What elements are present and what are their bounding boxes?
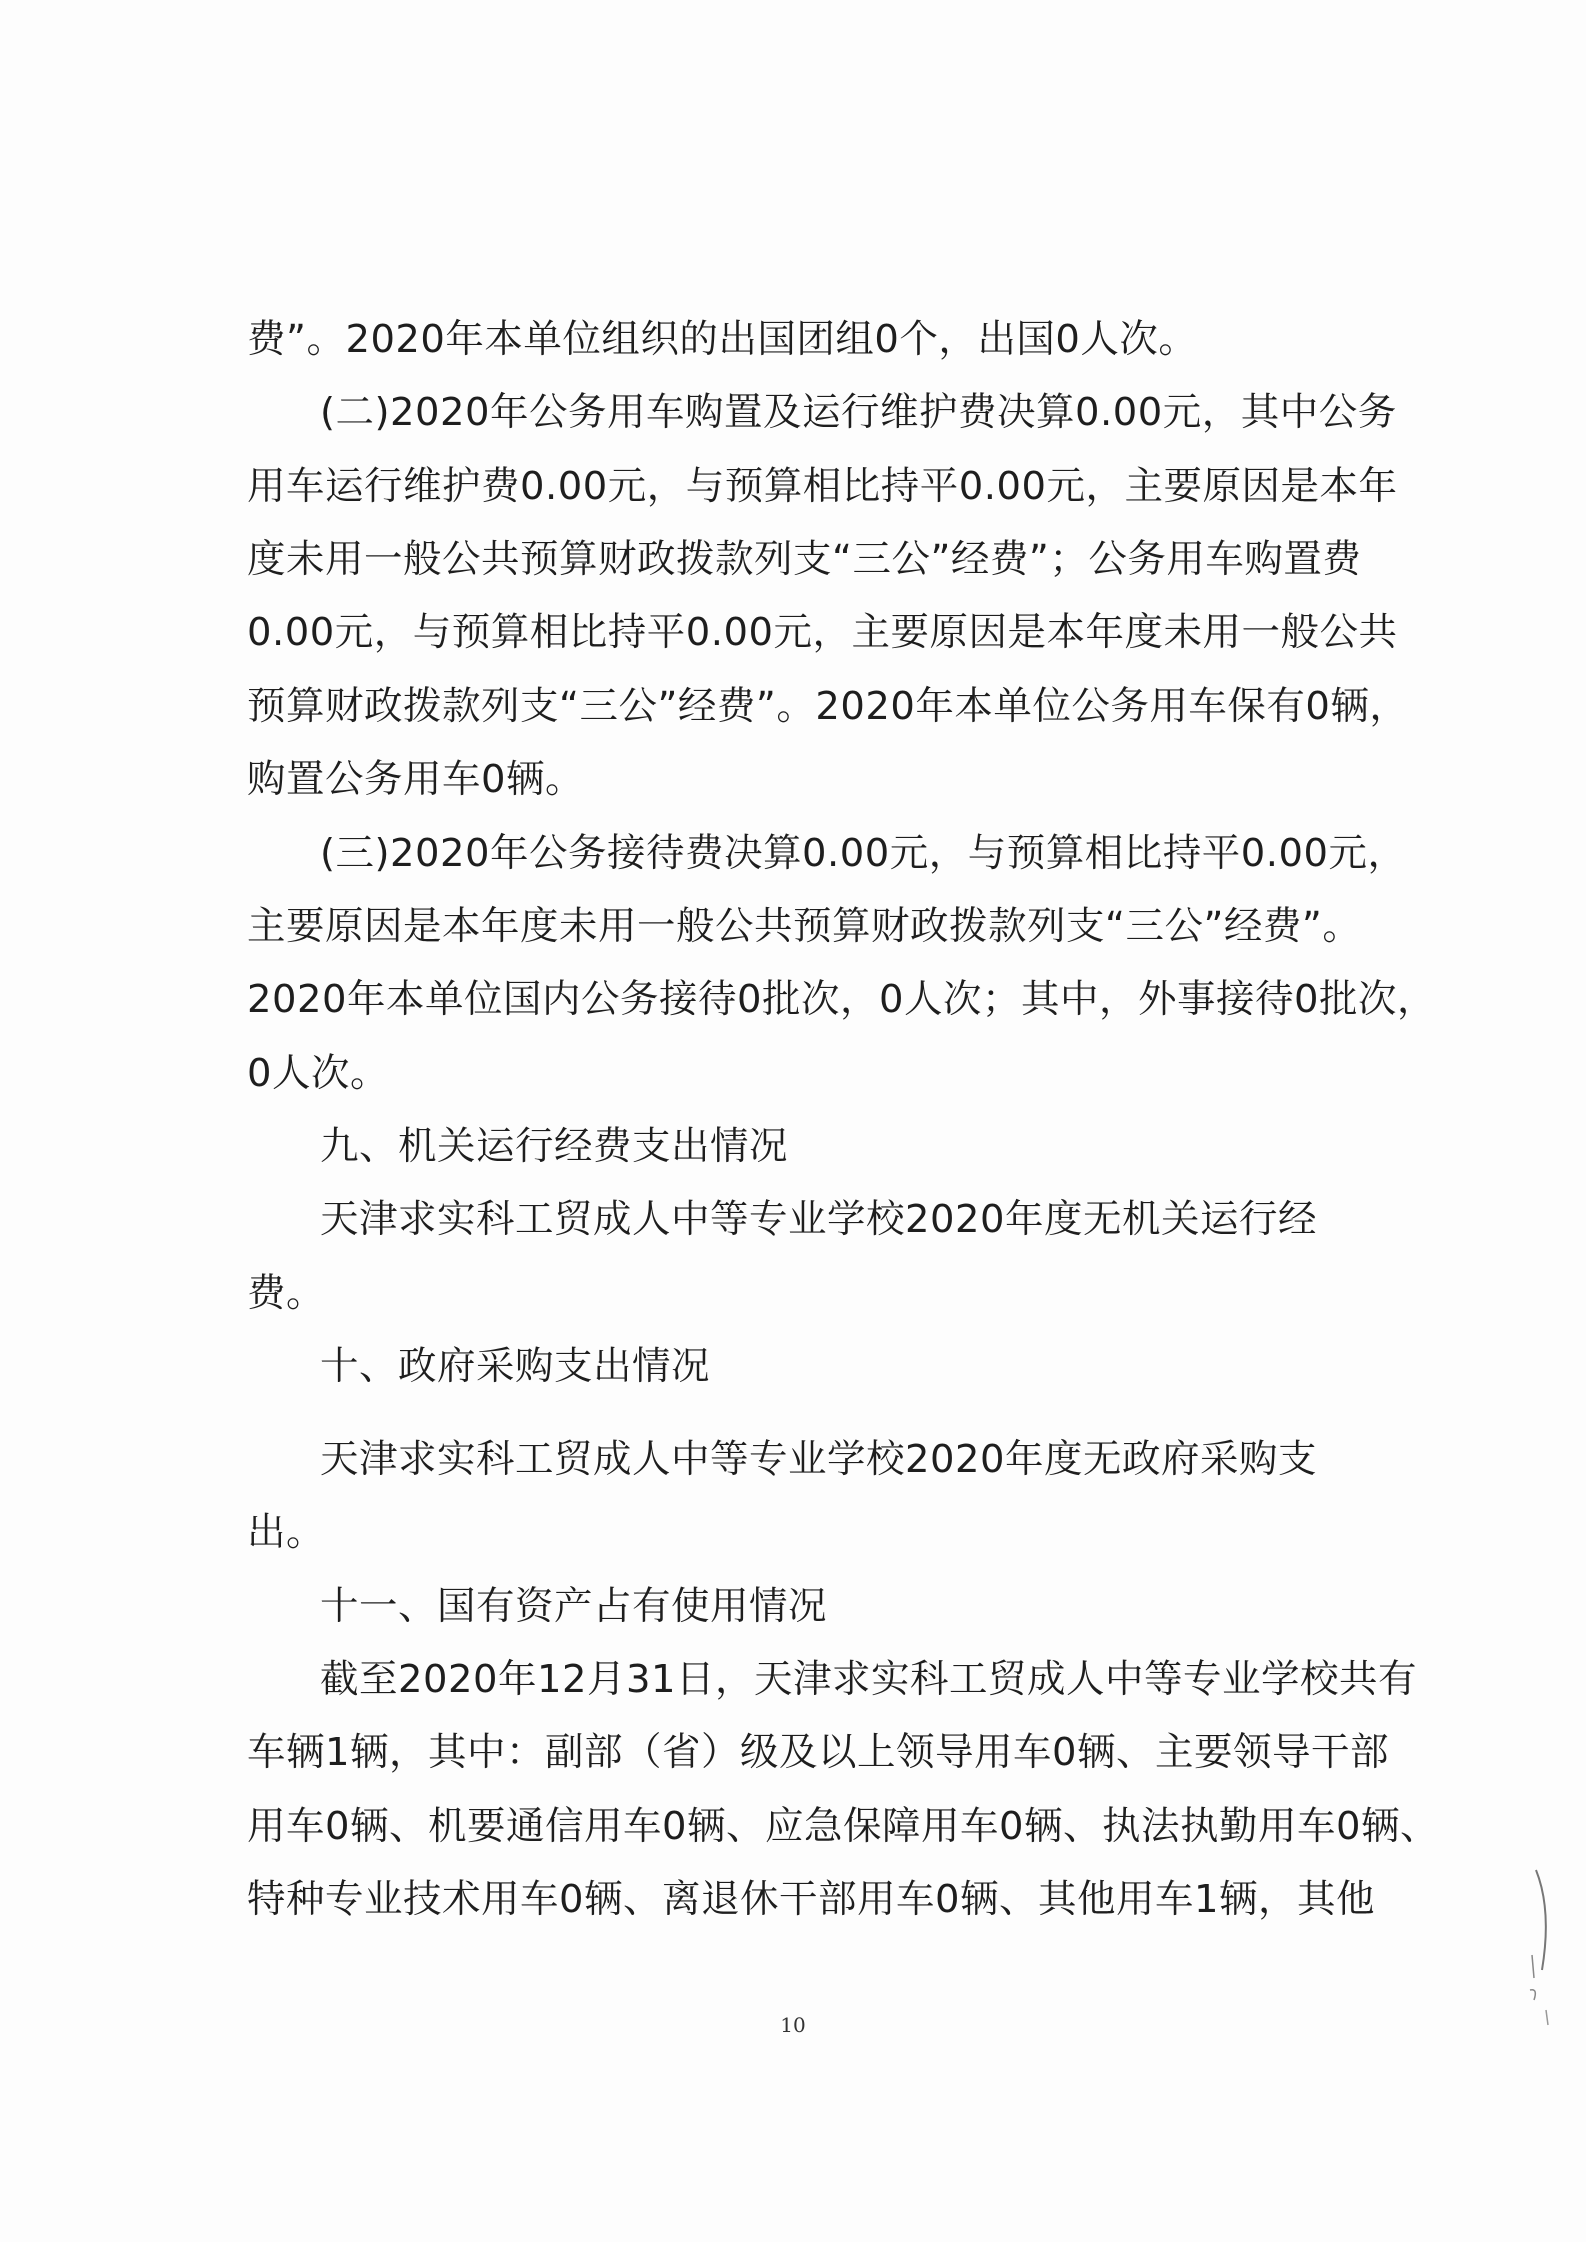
paragraph-line: (三)2020年公务接待费决算0.00元，与预算相比持平0.00元， — [320, 831, 1407, 876]
section-heading: 九、机关运行经费支出情况 — [320, 1124, 789, 1169]
paragraph-line: 2020年本单位国内公务接待0批次，0人次；其中，外事接待0批次， — [247, 977, 1436, 1022]
paragraph-line: 费”。2020年本单位组织的出国团组0个，出国0人次。 — [247, 317, 1198, 362]
paragraph-line: 主要原因是本年度未用一般公共预算财政拨款列支“三公”经费”。 — [247, 904, 1362, 949]
paragraph-line: 0.00元，与预算相比持平0.00元，主要原因是本年度未用一般公共 — [247, 610, 1398, 655]
paragraph-line: 车辆1辆，其中：副部（省）级及以上领导用车0辆、主要领导干部 — [247, 1730, 1389, 1775]
paragraph-line: 费。 — [247, 1271, 326, 1316]
paragraph-line: 天津求实科工贸成人中等专业学校2020年度无机关运行经 — [320, 1197, 1317, 1242]
paragraph-line: 购置公务用车0辆。 — [247, 757, 584, 802]
paragraph-line: (二)2020年公务用车购置及运行维护费决算0.00元，其中公务 — [320, 390, 1397, 435]
paragraph-line: 截至2020年12月31日，天津求实科工贸成人中等专业学校共有 — [320, 1657, 1417, 1702]
paragraph-line: 用车运行维护费0.00元，与预算相比持平0.00元，主要原因是本年 — [247, 464, 1398, 509]
paragraph-line: 0人次。 — [247, 1051, 389, 1096]
page-number: 10 — [780, 2013, 806, 2037]
section-heading: 十、政府采购支出情况 — [320, 1344, 711, 1389]
paragraph-line: 特种专业技术用车0辆、离退休干部用车0辆、其他用车1辆，其他 — [247, 1877, 1375, 1922]
paragraph-line: 用车0辆、机要通信用车0辆、应急保障用车0辆、执法执勤用车0辆、 — [247, 1804, 1439, 1849]
paragraph-line: 出。 — [247, 1510, 326, 1555]
paragraph-line: 预算财政拨款列支“三公”经费”。2020年本单位公务用车保有0辆， — [247, 684, 1409, 729]
scan-margin-mark-icon — [1518, 1860, 1558, 2030]
paragraph-line: 天津求实科工贸成人中等专业学校2020年度无政府采购支 — [320, 1437, 1317, 1482]
section-heading: 十一、国有资产占有使用情况 — [320, 1584, 828, 1629]
paragraph-line: 度未用一般公共预算财政拨款列支“三公”经费”；公务用车购置费 — [247, 537, 1362, 582]
